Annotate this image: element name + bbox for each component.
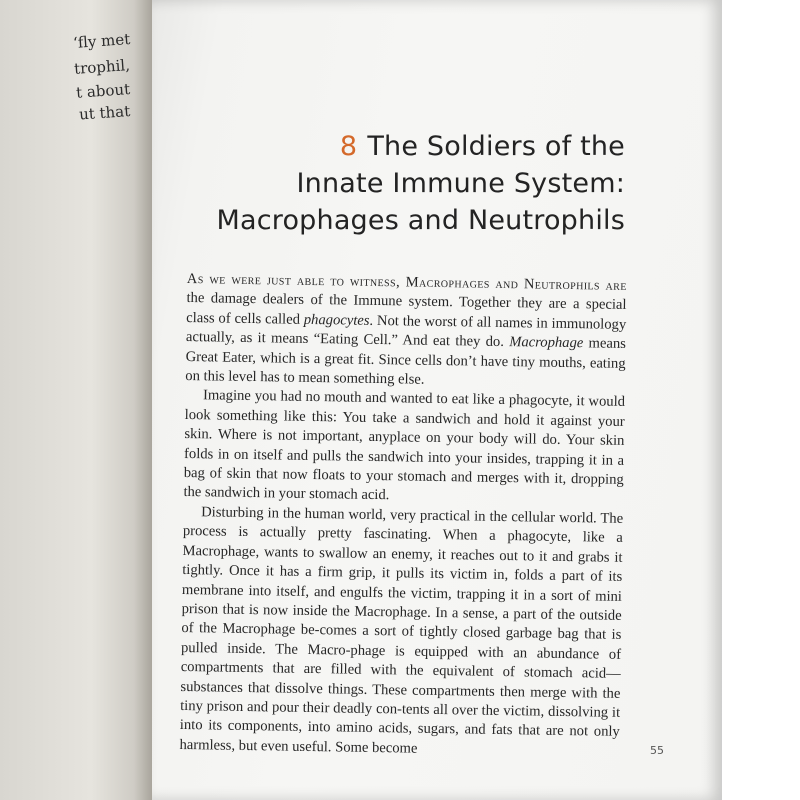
chapter-heading [216,128,625,239]
chapter-title-line-3: Macrophages and Neutrophils [216,205,625,236]
previous-page-line: ut that [78,102,131,124]
backdrop [722,0,800,800]
term-macrophage: Macrophage [509,334,584,352]
paragraph-1: As we were just able to witness, Macrophages and Neutrophils are the damage dealers of the Immune system. Together they are a special class of cells called phagocytes. Not the worst of all names in immunology actually, as it means “Eating Cell.” And eat they do. Macrophage means Great Eater, which is a great fit. Since cells don’t have tiny mouths, eating on this level has to mean something else. [185,270,627,388]
chapter-title-line-1: 8 The Soldiers of the [339,131,625,162]
paragraph-3: Disturbing in the human world, very practical in the cellular world. The process is actually pretty fascinating. When a phagocyte, like a Macrophage, wants to swallow an enemy, it reaches out to it and grabs it tightly. Once it has a firm grip, it pulls its victim in, folds a part of its membrane into itself, and engulfs the victim, trapping it in a sort of mini prison that is now inside the Macrophage. In a sense, a part of the outside of the Macrophage be-comes a sort of tightly closed garbage bag that is pulled inside. The Macro-phage is equipped with an abundance of compartments that are filled with the equivalent of stomach acid—substances that dissolve things. These compartments then merge with the tiny prison and pour their deadly con-tents all over the victim, dissolving it into its components, into amino acids, sugars, and fats that are not only harmless, but even useful. Some become [179,504,624,757]
previous-page-edge [0,0,152,800]
chapter-number: 8 [339,131,358,162]
previous-page-line: ‘fly met [72,30,131,52]
previous-page-line: trophil, [73,56,131,78]
chapter-body [179,270,627,762]
page-number: 55 [650,744,664,757]
lead-in-smallcaps: As we were just able to witness, Macrophages and Neutrophils are [186,270,627,294]
chapter-title-line-2: Innate Immune System: [296,168,625,199]
term-phagocytes: phagocytes [303,311,370,329]
paragraph-2: Imagine you had no mouth and wanted to eat like a phagocyte, it would look something like this: You take a sandwich and hold it against your skin. Where is not important, anyplace on your body will do. Your skin folds in on itself and pulls the sandwich into your insides, trapping it in a bag of skin that now floats to your stomach and merges with it, dropping the sandwich in your stomach acid. [183,387,626,504]
previous-page-line: t about [75,80,131,102]
